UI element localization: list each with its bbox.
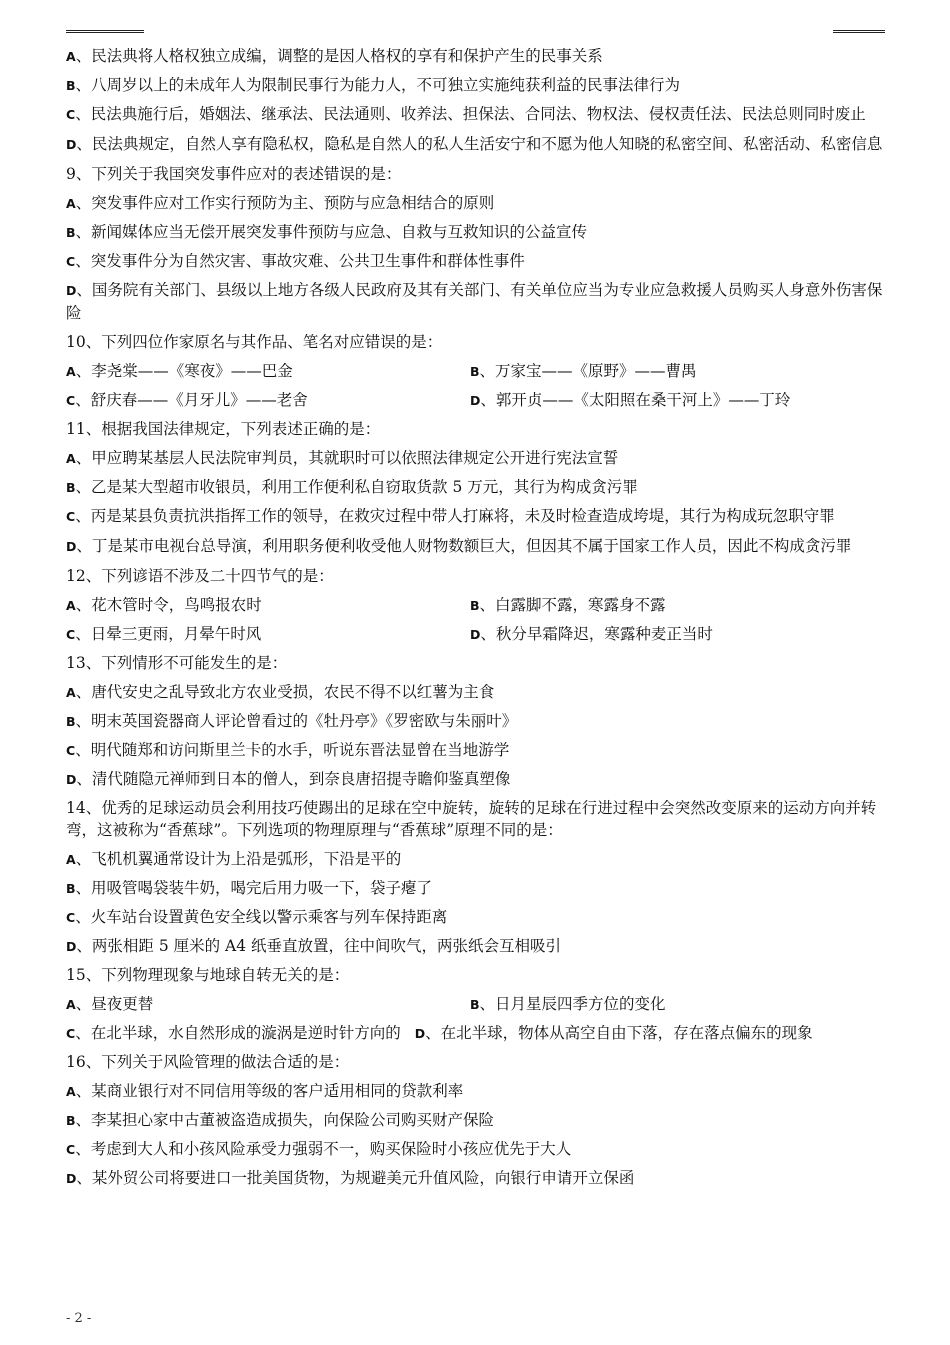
- option-letter: C: [66, 910, 76, 925]
- option-letter: A: [66, 364, 76, 379]
- q15-option-a: A、昼夜更替: [66, 995, 154, 1013]
- q12-option-b: B、白露脚不露，寒露身不露: [470, 596, 666, 614]
- exam-page-content: [66, 42, 886, 1193]
- q16-option-c: C、考虑到大人和小孩风险承受力强弱不一，购买保险时小孩应优先于大人: [66, 1140, 572, 1158]
- q13-stem: 13、下列情形不可能发生的是：: [66, 654, 288, 672]
- q14-option-b: B、用吸管喝袋装牛奶，喝完后用力吸一下，袋子瘪了: [66, 879, 433, 897]
- q11-stem: 11、根据我国法律规定，下列表述正确的是：: [66, 420, 381, 438]
- option-letter: B: [470, 997, 480, 1012]
- q16-option-d: D、某外贸公司将要进口一批美国货物，为规避美元升值风险，向银行申请开立保函: [66, 1169, 635, 1187]
- q12-option-d: D、秋分早霜降迟，寒露种麦正当时: [470, 625, 713, 643]
- q9-option-b: B、新闻媒体应当无偿开展突发事件预防与应急、自救与互救知识的公益宣传: [66, 223, 588, 241]
- option-letter: D: [470, 393, 481, 408]
- q9-option-c: C、突发事件分为自然灾害、事故灾难、公共卫生事件和群体性事件: [66, 252, 525, 270]
- q13-option-a: A、唐代安史之乱导致北方农业受损，农民不得不以红薯为主食: [66, 683, 495, 701]
- option-letter: B: [66, 480, 76, 495]
- option-letter: C: [66, 1142, 76, 1157]
- q9-option-d: D、国务院有关部门、县级以上地方各级人民政府及其有关部门、有关单位应当为专业应急救援人员购买人身意外伤害保险: [66, 281, 883, 322]
- q14-stem: 14、优秀的足球运动员会利用技巧使踢出的足球在空中旋转，旋转的足球在行进过程中会突然改变原来的运动方向并转弯，这被称为“香蕉球”。下列选项的物理原理与“香蕉球”原理不同的是：: [66, 799, 877, 839]
- q10-options-row-1: [66, 357, 886, 386]
- q15-options-row-2: [66, 1019, 886, 1048]
- q16-option-a: A、某商业银行对不同信用等级的客户适用相同的贷款利率: [66, 1082, 464, 1100]
- option-letter: D: [414, 1026, 426, 1041]
- q12-stem: 12、下列谚语不涉及二十四节气的是：: [66, 567, 334, 585]
- q10-option-d: D、郭开贞——《太阳照在桑干河上》——丁玲: [470, 391, 791, 409]
- page-number: - 2 -: [66, 1311, 92, 1326]
- q12-options-row-1: [66, 591, 886, 620]
- option-letter: D: [66, 137, 77, 152]
- q9-stem: 9、下列关于我国突发事件应对的表述错误的是：: [66, 165, 402, 183]
- option-letter: A: [66, 997, 76, 1012]
- option-letter: B: [66, 225, 76, 240]
- q10-option-b: B、万家宝——《原野》——曹禺: [470, 362, 697, 380]
- q14-option-d: D、两张相距 5 厘米的 A4 纸垂直放置，往中间吹气，两张纸会互相吸引: [66, 937, 562, 955]
- q16-option-b: B、李某担心家中古董被盗造成损失，向保险公司购买财产保险: [66, 1111, 495, 1129]
- q10-options-row-2: [66, 386, 886, 415]
- option-letter: C: [66, 107, 76, 122]
- q13-option-b: B、明末英国瓷器商人评论曾看过的《牡丹亭》《罗密欧与朱丽叶》: [66, 712, 518, 730]
- q15-option-b: B、日月星辰四季方位的变化: [470, 995, 666, 1013]
- q8-option-d: D、民法典规定，自然人享有隐私权，隐私是自然人的私人生活安宁和不愿为他人知晓的私密空间、私密活动、私密信息: [66, 135, 883, 153]
- q13-option-d: D、清代随隐元禅师到日本的僧人，到奈良唐招提寺瞻仰鉴真塑像: [66, 770, 511, 788]
- option-letter: C: [66, 627, 76, 642]
- q10-option-c: C、舒庆春——《月牙儿》——老舍: [66, 391, 308, 409]
- q11-option-a: A、甲应聘某基层人民法院审判员，其就职时可以依照法律规定公开进行宪法宣誓: [66, 449, 619, 467]
- option-letter: C: [66, 743, 76, 758]
- q10-stem: 10、下列四位作家原名与其作品、笔名对应错误的是：: [66, 333, 443, 351]
- option-letter: B: [66, 78, 76, 93]
- option-letter: A: [66, 1084, 76, 1099]
- option-letter: A: [66, 451, 76, 466]
- option-letter: A: [66, 49, 76, 64]
- q8-option-a: A、民法典将人格权独立成编，调整的是因人格权的享有和保护产生的民事关系: [66, 47, 603, 65]
- option-letter: B: [66, 714, 76, 729]
- option-letter: D: [66, 283, 77, 298]
- q10-option-a: A、李尧棠——《寒夜》——巴金: [66, 362, 293, 380]
- q15-stem: 15、下列物理现象与地球自转无关的是：: [66, 966, 350, 984]
- option-letter: B: [470, 364, 480, 379]
- option-letter: A: [66, 196, 76, 211]
- option-letter: C: [66, 254, 76, 269]
- option-letter: D: [66, 1171, 77, 1186]
- option-letter: A: [66, 598, 76, 613]
- q12-options-row-2: [66, 620, 886, 649]
- option-letter: D: [470, 627, 481, 642]
- option-letter: B: [470, 598, 480, 613]
- header-rule-left: [66, 30, 144, 33]
- option-letter: D: [66, 772, 77, 787]
- option-letter: C: [66, 509, 76, 524]
- option-letter: A: [66, 685, 76, 700]
- option-letter: B: [66, 1113, 76, 1128]
- option-letter: A: [66, 852, 76, 867]
- q11-option-b: B、乙是某大型超市收银员，利用工作便利私自窃取货款 5 万元，其行为构成贪污罪: [66, 478, 638, 496]
- q12-option-a: A、花木管时令，鸟鸣报农时: [66, 596, 262, 614]
- q14-option-c: C、火车站台设置黄色安全线以警示乘客与列车保持距离: [66, 908, 448, 926]
- q8-option-c: C、民法典施行后，婚姻法、继承法、民法通则、收养法、担保法、合同法、物权法、侵权责任法、民法总则同时废止: [66, 105, 866, 123]
- option-letter: D: [66, 539, 77, 554]
- q14-option-a: A、飞机机翼通常设计为上沿是弧形，下沿是平的: [66, 850, 402, 868]
- q12-option-c: C、日晕三更雨，月晕午时风: [66, 625, 262, 643]
- q13-option-c: C、明代随郑和访问斯里兰卡的水手，听说东晋法显曾在当地游学: [66, 741, 510, 759]
- q11-option-c: C、丙是某县负责抗洪指挥工作的领导，在救灾过程中带人打麻将，未及时检查造成垮堤，其行为构成玩忽职守罪: [66, 507, 835, 525]
- header-rule-right: [833, 30, 885, 33]
- option-letter: B: [66, 881, 76, 896]
- q15-option-d: D、在北半球，物体从高空自由下落，存在落点偏东的现象: [414, 1024, 813, 1042]
- option-letter: D: [66, 939, 77, 954]
- q16-stem: 16、下列关于风险管理的做法合适的是：: [66, 1053, 350, 1071]
- q11-option-d: D、丁是某市电视台总导演，利用职务便利收受他人财物数额巨大，但因其不属于国家工作人员，因此不构成贪污罪: [66, 537, 852, 555]
- q9-option-a: A、突发事件应对工作实行预防为主、预防与应急相结合的原则: [66, 194, 495, 212]
- option-letter: C: [66, 393, 76, 408]
- q15-options-row-1: [66, 990, 886, 1019]
- q8-option-b: B、八周岁以上的未成年人为限制民事行为能力人，不可独立实施纯获利益的民事法律行为: [66, 76, 681, 94]
- q15-option-c: C、在北半球，水自然形成的漩涡是逆时针方向的: [66, 1024, 401, 1042]
- option-letter: C: [66, 1026, 76, 1041]
